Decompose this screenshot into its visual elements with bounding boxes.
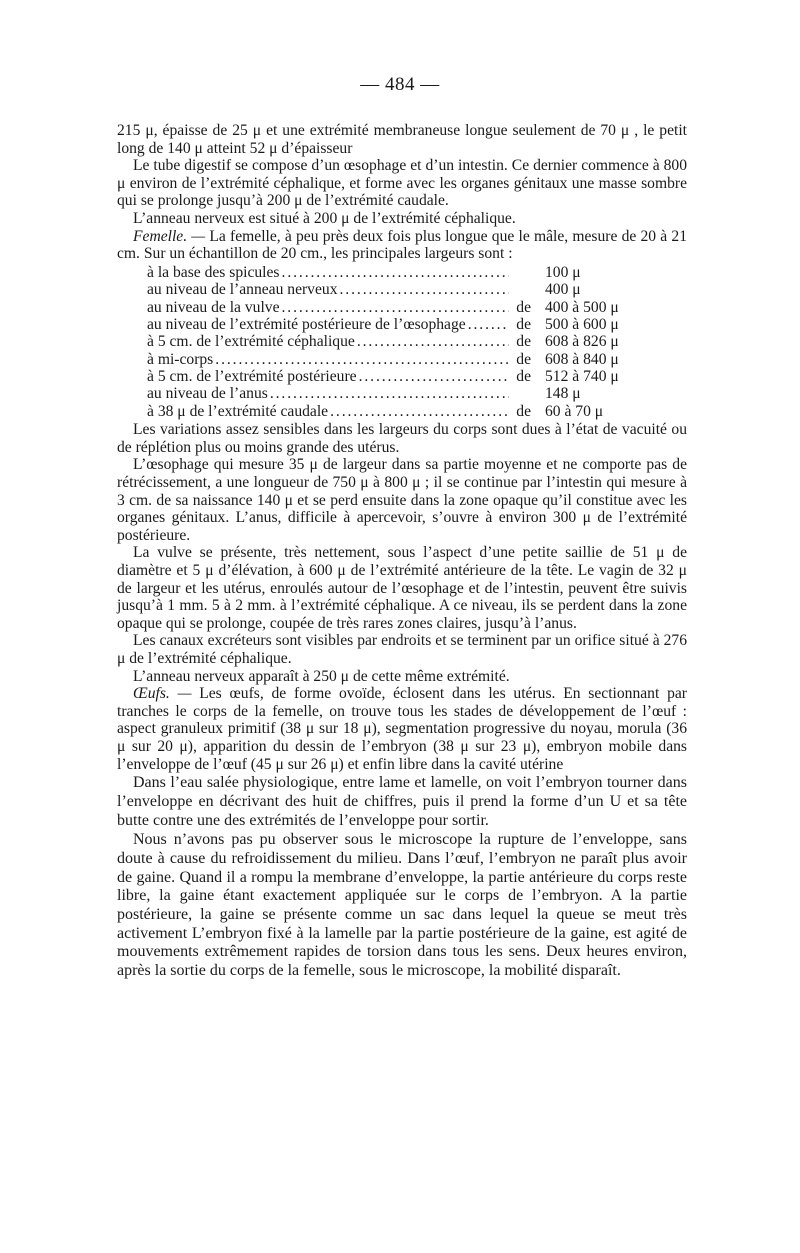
- table-row: au niveau de l’anneau nerveux . . . 400 μ: [147, 281, 657, 298]
- measurements-table: [147, 264, 657, 421]
- page-number: — 484 —: [360, 74, 440, 95]
- table-row: au niveau de l’anus . . . 148 μ: [147, 385, 657, 402]
- table-row: à la base des spicules . . . 100 μ: [147, 264, 657, 281]
- paragraph-eggs: [117, 685, 687, 773]
- table-row: à mi-corps . . . de 608 à 840 μ: [147, 351, 657, 368]
- paragraph-vulva: La vulve se présente, très nettement, sous l’aspect d’une petite saillie de 51 μ de diamètre et 5 μ d’élévation, à 600 μ de l’extrémité antérieure de la tête. Le vagin de 32 μ de largeur et les utérus, enroulés autour de l’œsophage et de l’intestin, peuvent être suivis jusqu’à 1 mm. 5 à 2 mm. à l’extrémité céphalique. A ce niveau, ils se perdent dans la zone opaque qui se prolonge, coupée de très rares zones claires, jusqu’à l’anus.: [117, 544, 687, 632]
- eggs-text: Les œufs, de forme ovoïde, éclosent dans les utérus. En sectionnant par tranches le corps de la femelle, on trouve tous les stades de développement de l’œuf : aspect granuleux primitif (38 μ sur 18 μ), segmentation progressive du noyau, morula (36 μ sur 20 μ), apparition du dessin de l’embryon (38 μ sur 23 μ), embryon mobile dans l’enveloppe de l’œuf (45 μ sur 26 μ) et enfin libre dans la cavité utérine: [117, 685, 687, 773]
- female-intro-text: La femelle, à peu près deux fois plus longue que le mâle, mesure de 20 à 21 cm. Sur un échantillon de 20 cm., les principales largeurs sont :: [117, 227, 687, 263]
- table-row: au niveau de l’extrémité postérieure de l’œsophage . . . de 500 à 600 μ: [147, 316, 657, 333]
- paragraph-nerve-ring: L’anneau nerveux est situé à 200 μ de l’extrémité céphalique.: [133, 209, 516, 227]
- paragraph-male-tail: 215 μ, épaisse de 25 μ et une extrémité membraneuse longue seulement de 70 μ , le petit long de 140 μ atteint 52 μ d’épaisseur: [117, 122, 687, 157]
- paragraph-excretory-canals: Les canaux excréteurs sont visibles par endroits et se terminent par un orifice situé à 276 μ de l’extrémité céphalique.: [117, 632, 687, 667]
- paragraph-embryo-movement: Dans l’eau salée physiologique, entre lame et lamelle, on voit l’embryon tourner dans l’enveloppe en décrivant des huit de chiffres, puis il prend la forme d’un U et sa tête butte contre une des extrémités de l’enveloppe pour sortir.: [117, 774, 687, 829]
- eggs-heading: Œufs. —: [133, 685, 192, 703]
- paragraph-oesophagus: L’œsophage qui mesure 35 μ de largeur dans sa partie moyenne et ne comporte pas de rétrécissement, a une longueur de 750 μ à 800 μ ; il se continue par l’intestin qui mesure à 3 cm. de sa naissance 140 μ et se perd ensuite dans la zone opaque qu’il constitue avec les organes génitaux. L’anus, difficile à apercevoir, s’ouvre à environ 300 μ de l’extrémité postérieure.: [117, 456, 687, 544]
- paragraph-variations: Les variations assez sensibles dans les largeurs du corps sont dues à l’état de vacuité ou de réplétion plus ou moins grande des utérus.: [117, 421, 687, 456]
- paragraph-envelope-rupture: Nous n’avons pas pu observer sous le microscope la rupture de l’enveloppe, sans doute à cause du refroidissement du milieu. Dans l’œuf, l’embryon ne paraît plus avoir de gaine. Quand il a rompu la membrane d’enveloppe, la partie antérieure du corps reste libre, la gaine étant exactement appliquée sur le corps de l’embryon. A la partie postérieure, la gaine se présente comme un sac dans lequel la queue se meut très activement L’embryon fixé à la lamelle par la partie postérieure de la gaine, est agité de mouvements extrêmement rapides de torsion dans tous les sens. Deux heures environ, après la sortie du corps de la femelle, sous le microscope, la mobilité disparaît.: [117, 831, 687, 980]
- body-text: [117, 122, 687, 981]
- table-row: à 5 cm. de l’extrémité postérieure . . . de 512 à 740 μ: [147, 368, 657, 385]
- table-row: à 5 cm. de l’extrémité céphalique . . . de 608 à 826 μ: [147, 333, 657, 350]
- paragraph-nerve-ring-female: L’anneau nerveux apparaît à 250 μ de cette même extrémité.: [133, 667, 510, 685]
- table-row: au niveau de la vulve . . . de 400 à 500 μ: [147, 299, 657, 316]
- paragraph-digestive-tube: Le tube digestif se compose d’un œsophage et d’un intestin. Ce dernier commence à 800 μ environ de l’extrémité céphalique, et forme avec les organes génitaux une masse sombre qui se prolonge jusqu’à 200 μ de l’extrémité caudale.: [117, 157, 687, 210]
- female-heading: Femelle. —: [133, 227, 206, 245]
- paragraph-female-intro: [117, 228, 687, 263]
- table-row: à 38 μ de l’extrémité caudale . . . de 60 à 70 μ: [147, 403, 657, 420]
